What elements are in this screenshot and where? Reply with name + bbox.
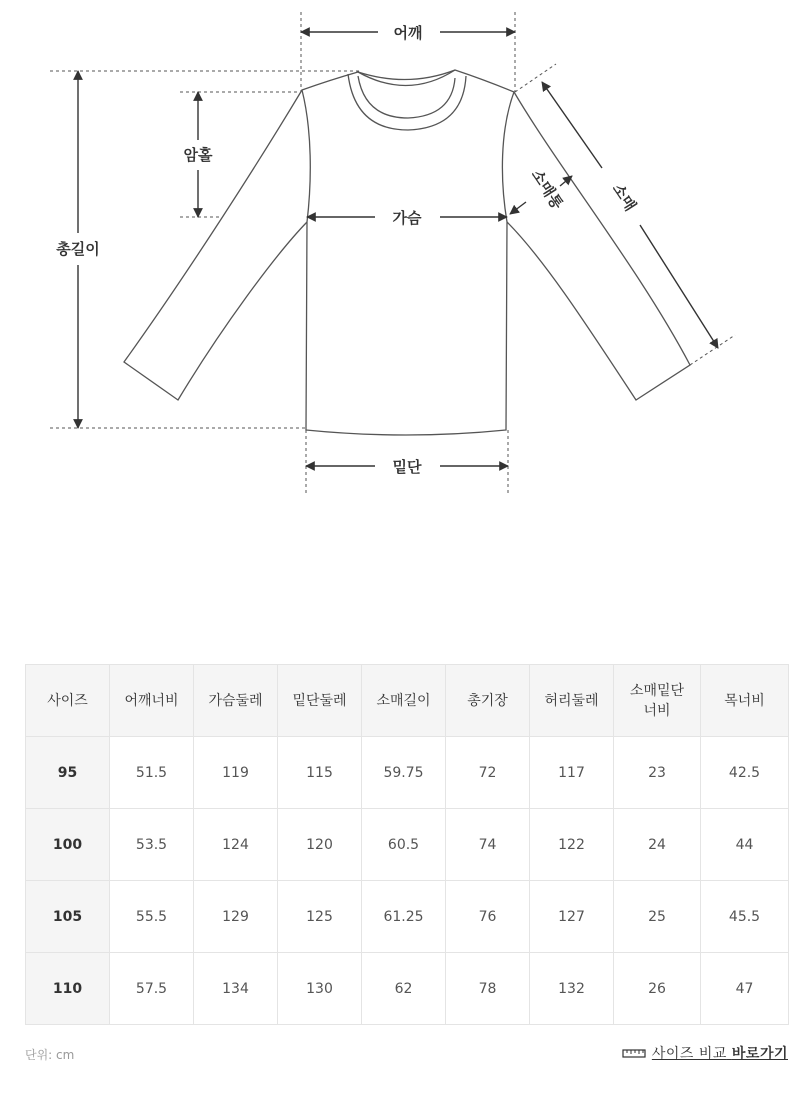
- table-cell: 45.5: [701, 881, 789, 953]
- table-cell: 117: [530, 737, 614, 809]
- size-cell: 100: [26, 809, 110, 881]
- table-cell: 129: [194, 881, 278, 953]
- table-cell: 120: [278, 809, 362, 881]
- size-cell: 95: [26, 737, 110, 809]
- table-cell: 42.5: [701, 737, 789, 809]
- table-cell: 72: [446, 737, 530, 809]
- header-hem: 밑단둘레: [278, 665, 362, 737]
- table-cell: 78: [446, 953, 530, 1025]
- label-armhole: 암홀: [183, 146, 213, 164]
- ruler-icon: [622, 1047, 646, 1059]
- label-shoulder: 어깨: [393, 24, 423, 42]
- table-cell: 55.5: [110, 881, 194, 953]
- table-cell: 127: [530, 881, 614, 953]
- table-cell: 122: [530, 809, 614, 881]
- table-cell: 119: [194, 737, 278, 809]
- size-cell: 105: [26, 881, 110, 953]
- table-cell: 47: [701, 953, 789, 1025]
- table-cell: 23: [614, 737, 701, 809]
- header-sleeve-length: 소매길이: [362, 665, 446, 737]
- size-compare-link[interactable]: [622, 1043, 788, 1063]
- table-cell: 57.5: [110, 953, 194, 1025]
- table-cell: 25: [614, 881, 701, 953]
- header-neck-width: 목너비: [701, 665, 789, 737]
- header-sleeve-hem-width: 소매밑단 너비: [614, 665, 701, 737]
- table-cell: 51.5: [110, 737, 194, 809]
- table-cell: 76: [446, 881, 530, 953]
- garment-measurement-diagram: [0, 0, 800, 520]
- table-cell: 115: [278, 737, 362, 809]
- table-cell: 74: [446, 809, 530, 881]
- table-cell: 59.75: [362, 737, 446, 809]
- table-row: [26, 953, 789, 1025]
- table-cell: 132: [530, 953, 614, 1025]
- header-size: 사이즈: [26, 665, 110, 737]
- label-chest: 가슴: [392, 209, 422, 227]
- table-row: [26, 737, 789, 809]
- label-sleeve-width: 소매통: [527, 166, 567, 213]
- table-row: [26, 881, 789, 953]
- table-cell: 130: [278, 953, 362, 1025]
- table-cell: 124: [194, 809, 278, 881]
- table-cell: 24: [614, 809, 701, 881]
- table-cell: 53.5: [110, 809, 194, 881]
- table-body: [26, 737, 789, 1025]
- table-cell: 125: [278, 881, 362, 953]
- label-hem: 밑단: [392, 458, 422, 476]
- label-sleeve: 소매: [608, 180, 640, 215]
- size-compare-label[interactable]: 사이즈 비교 바로가기: [651, 1046, 788, 1062]
- size-table: [25, 664, 789, 1025]
- unit-note: 단위: cm: [25, 1048, 75, 1062]
- tshirt-outline: [124, 70, 690, 435]
- table-header-row: [26, 665, 789, 737]
- table-cell: 44: [701, 809, 789, 881]
- header-waist: 허리둘레: [530, 665, 614, 737]
- header-total-length: 총기장: [446, 665, 530, 737]
- header-shoulder: 어깨너비: [110, 665, 194, 737]
- table-cell: 26: [614, 953, 701, 1025]
- table-cell: 62: [362, 953, 446, 1025]
- label-total-length: 총길이: [56, 240, 100, 258]
- header-chest: 가슴둘레: [194, 665, 278, 737]
- table-cell: 134: [194, 953, 278, 1025]
- table-cell: 61.25: [362, 881, 446, 953]
- table-row: [26, 809, 789, 881]
- size-cell: 110: [26, 953, 110, 1025]
- table-cell: 60.5: [362, 809, 446, 881]
